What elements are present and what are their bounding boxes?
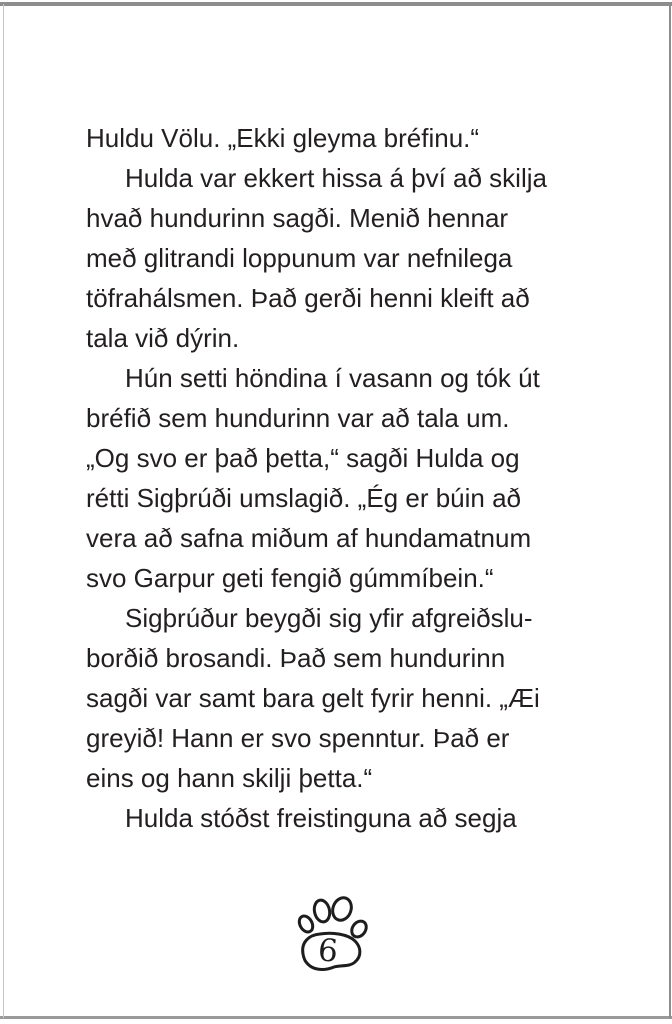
text-line: hvað hundurinn sagði. Menið hennar bbox=[86, 203, 509, 233]
text-line: Sigþrúður beygði sig yfir afgreiðslu- bbox=[125, 603, 533, 633]
scan-border-right bbox=[669, 4, 671, 1018]
text-line: rétti Sigþrúði umslagið. „Ég er búin að bbox=[86, 483, 522, 513]
scan-border-left bbox=[3, 4, 4, 1018]
text-line: Hulda stóðst freistinguna að segja bbox=[125, 803, 517, 833]
scan-border-top bbox=[0, 2, 672, 6]
text-line: Hulda var ekkert hissa á því að skilja bbox=[125, 163, 547, 193]
text-line: svo Garpur geti fengið gúmmíbein.“ bbox=[86, 563, 494, 593]
text-line: Huldu Völu. „Ekki gleyma bréfinu.“ bbox=[86, 123, 480, 153]
text-line: sagði var samt bara gelt fyrir henni. „Æi bbox=[86, 683, 540, 713]
text-line: borðið brosandi. Það sem hundurinn bbox=[86, 643, 506, 673]
text-line: Hún setti höndina í vasann og tók út bbox=[125, 363, 540, 393]
scan-border-bottom bbox=[0, 1016, 672, 1019]
paw-print-icon bbox=[290, 888, 380, 983]
text-line: með glitrandi loppunum var nefnilega bbox=[86, 243, 513, 273]
story-text-block bbox=[86, 118, 606, 838]
text-line: bréfið sem hundurinn var að tala um. bbox=[86, 403, 510, 433]
text-line: „Og svo er það þetta,“ sagði Hulda og bbox=[86, 443, 520, 473]
text-line: vera að safna miðum af hundamatnum bbox=[86, 523, 532, 553]
text-line: greyið! Hann er svo spenntur. Það er bbox=[86, 723, 510, 753]
page-number: 6 bbox=[316, 932, 340, 970]
text-line: eins og hann skilji þetta.“ bbox=[86, 763, 373, 793]
text-line: töfrahálsmen. Það gerði henni kleift að bbox=[86, 283, 530, 313]
text-line: tala við dýrin. bbox=[86, 323, 240, 353]
